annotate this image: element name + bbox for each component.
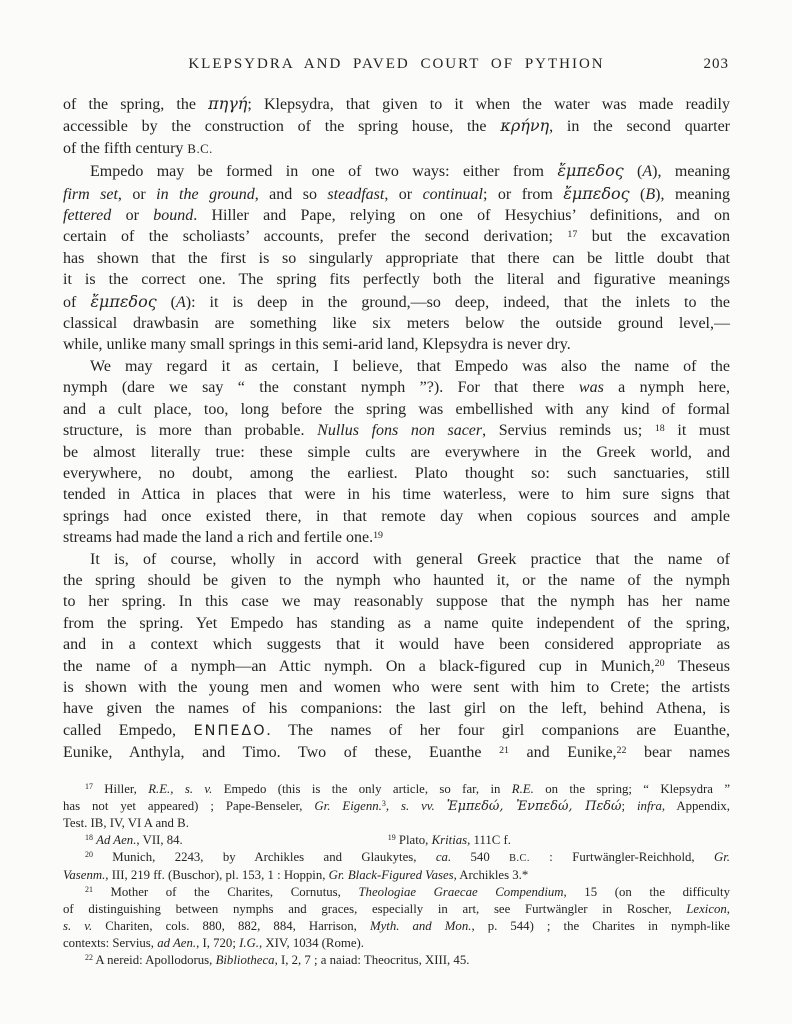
- text-run: ; Klepsydra, that given to it when the water was made readily: [247, 96, 731, 113]
- body-line: [63, 742, 730, 763]
- body-line: [63, 138, 730, 160]
- text-run: , or: [117, 185, 157, 203]
- text-run: springs had once existed there, in that remote day when copious sources and ample: [63, 507, 730, 525]
- text-run: , Archikles 3.*: [453, 867, 529, 882]
- body-line: [63, 115, 730, 137]
- page-header: [63, 56, 730, 76]
- text-run: R.E.: [511, 781, 534, 796]
- text-run: I.G.: [239, 935, 259, 950]
- text-run: the name of a nymph—an Attic nymph. On a black-figured cup in Munich,: [63, 657, 655, 675]
- text-run: infra: [636, 798, 662, 813]
- text-run: Bibliotheca: [215, 952, 275, 967]
- text-run: , 111C f.: [467, 832, 511, 847]
- greek-text: Ἐμπεδώ, Ἐνπεδώ, Πεδώ: [446, 798, 622, 814]
- text-run: everywhere, no doubt, among the earliest. Plato thought so: such sanctuaries, still: [63, 464, 730, 482]
- text-run: ;: [621, 798, 637, 813]
- text-run: of: [63, 293, 91, 311]
- text-run: Eunike, Anthyla, and Timo. Two of these, Euanthe: [63, 744, 500, 762]
- text-run: s. vv.: [400, 798, 435, 813]
- greek-text: ἔμπεδος: [563, 183, 630, 203]
- body-line: [63, 93, 730, 115]
- text-run: , and so: [254, 185, 328, 203]
- text-run: Test. IB, IV, VI A and B.: [63, 815, 189, 830]
- footnote-ref: 19: [373, 529, 383, 541]
- text-run: Vasenm.: [63, 867, 106, 882]
- running-title: KLEPSYDRA AND PAVED COURT OF PYTHION: [188, 56, 605, 72]
- text-run: , p. 544) ; the Charites in nymph-like: [471, 918, 730, 933]
- text-run: , I, 720;: [196, 935, 240, 950]
- footnote-line: [63, 815, 730, 832]
- text-run: , in the second quarter: [549, 118, 730, 136]
- text-run: to her spring. In this case we may reasonably suppose that the nymph has her name: [63, 593, 730, 611]
- footnote-ref: 22: [616, 744, 627, 756]
- text-run: Gr. Eigenn.: [314, 798, 382, 813]
- text-run: of distinguishing between nymphs and graces, especially in art, see Furtwängler in Roscher,: [63, 901, 687, 916]
- text-run: B: [645, 185, 656, 203]
- text-run: Plato,: [395, 832, 432, 847]
- body-line: [63, 377, 730, 398]
- body-line: [63, 356, 730, 377]
- text-run: ca.: [435, 849, 452, 864]
- body-line: [63, 720, 730, 742]
- text-run: steadfast: [327, 185, 385, 203]
- footnote-ref: 21: [499, 744, 509, 756]
- footnote-ref: 17: [567, 228, 578, 240]
- footnote-ref: 3: [381, 799, 386, 809]
- text-run: , VII, 84.: [136, 832, 183, 847]
- body-line: [63, 463, 730, 484]
- text-run: , or: [384, 185, 423, 203]
- body-line: [63, 442, 730, 463]
- body-line: [63, 399, 730, 420]
- text-run: : Furtwängler-Reichhold,: [529, 849, 714, 864]
- body-line: [63, 334, 730, 355]
- text-run: and Eunike,: [508, 744, 617, 762]
- text-run: classical drawbasin are something like six meters below the outside ground level,—: [63, 315, 730, 333]
- text-run: Empedo (this is the only article, so far, in: [212, 781, 512, 796]
- text-run: ,: [170, 781, 185, 796]
- footnote-line: [63, 849, 730, 867]
- body-line: [63, 677, 730, 698]
- text-run: be almost literally true: these simple cults are everywhere in the Greek world, and: [63, 443, 730, 461]
- text-run: , XIV, 1034 (Rome).: [258, 935, 364, 950]
- text-run: Kritias: [431, 832, 468, 847]
- text-run: have given the names of his companions: the last girl on the left, behind Athena, is: [63, 700, 730, 718]
- text-run: ): it is deep in the ground,—so deep, indeed, that the inlets to the: [185, 293, 731, 311]
- text-run: Myth. and Mon.: [369, 918, 472, 933]
- text-run: Hiller,: [92, 781, 149, 796]
- footnote-ref: 20: [654, 658, 665, 670]
- greek-text: κρήνη: [500, 116, 550, 136]
- text-run: ad Aen.: [157, 935, 197, 950]
- footnote-line: [63, 918, 730, 935]
- text-run: certain of the scholiasts’ accounts, prefer the second derivation;: [63, 228, 568, 246]
- footnote-line: [63, 867, 730, 884]
- footnote-line: [63, 901, 730, 918]
- text-run: . The names of her four girl companions are Euanthe,: [266, 721, 731, 739]
- body-line: [63, 484, 730, 505]
- footnotes: [63, 781, 730, 969]
- text-run: Gr.: [713, 849, 730, 864]
- footnote-ref: 20: [85, 850, 93, 860]
- footnote-line: [63, 935, 730, 952]
- text-run: (: [623, 163, 643, 181]
- body-line: [63, 698, 730, 719]
- footnote-ref: 21: [85, 885, 93, 895]
- text-run: while, unlike many small springs in this semi-arid land, Klepsydra is never dry.: [63, 336, 571, 354]
- text-run: of the spring, the: [63, 96, 209, 113]
- footnote-line: [63, 781, 730, 798]
- text-run: is shown with the young men and women who were sent with him to Crete; the artists: [63, 678, 730, 696]
- text-run: bear names: [626, 744, 731, 762]
- text-run: , Servius reminds us;: [482, 422, 655, 440]
- text-run: has not yet appeared) ; Pape-Benseler,: [63, 798, 315, 813]
- body-line: [63, 269, 730, 290]
- text-run: , Appendix,: [661, 798, 731, 813]
- text-run: Lexicon: [686, 901, 727, 916]
- text-run: on the spring; “ Klepsydra ”: [533, 781, 731, 796]
- text-run: , 15 (on the difficulty: [563, 884, 730, 899]
- text-run: streams had made the land a rich and fertile one.: [63, 529, 374, 547]
- text-run: was: [578, 379, 604, 397]
- text-run: ), meaning: [655, 185, 731, 203]
- greek-text: ἔμπεδος: [90, 291, 157, 311]
- body-line: [63, 656, 730, 677]
- text-run: B.C.: [187, 141, 213, 156]
- body-text: [63, 93, 730, 764]
- footnote-line: [63, 832, 730, 849]
- footnote-ref: 19: [387, 833, 396, 843]
- footnote-line: [63, 798, 730, 815]
- text-run: the spring should be given to the nymph who haunted it, or the name of the nymph: [63, 571, 730, 589]
- text-run: (: [156, 293, 176, 311]
- text-run: bound: [153, 207, 194, 225]
- body-line: [63, 634, 730, 655]
- text-run: A nereid: Apollodorus,: [92, 952, 216, 967]
- text-run: It is, of course, wholly in accord with general Greek practice that the name of: [90, 550, 730, 568]
- text-run: of the fifth century: [63, 139, 188, 157]
- body-line: [63, 291, 730, 313]
- footnote-ref: 22: [85, 953, 93, 963]
- text-run: ,: [726, 901, 730, 916]
- text-run: firm set: [63, 185, 118, 203]
- text-run: s. v.: [184, 781, 213, 796]
- text-run: contexts: Servius,: [63, 935, 158, 950]
- inscription-text: ΕΝΠΕΔΟ: [193, 722, 267, 739]
- text-run: tended in Attica in places that were in his time waterless, were to him sure signs that: [63, 486, 730, 504]
- body-line: [63, 613, 730, 634]
- footnote-line: [63, 952, 730, 969]
- text-run: Mother of the Charites, Cornutus,: [92, 884, 359, 899]
- body-line: [63, 160, 730, 182]
- body-line: [63, 420, 730, 441]
- body-line: [63, 591, 730, 612]
- body-line: [63, 527, 730, 548]
- text-run: structure, is more than probable.: [63, 422, 318, 440]
- text-run: fettered: [63, 207, 112, 225]
- page-number: 203: [703, 56, 729, 72]
- text-run: B.C.: [509, 852, 530, 864]
- greek-text: πηγή: [208, 94, 248, 113]
- body-line: [63, 549, 730, 570]
- body-line: [63, 183, 730, 205]
- body-line: [63, 570, 730, 591]
- text-run: ), meaning: [652, 163, 730, 181]
- text-run: Munich, 2243, by Archikles and Glaukytes,: [92, 849, 436, 864]
- text-run: called Empedo,: [63, 721, 194, 739]
- footnote-ref: 18: [85, 833, 93, 843]
- text-run: Empedo may be formed in one of two ways: either from: [90, 163, 558, 181]
- text-run: We may regard it as certain, I believe, that Empedo was also the name of the: [90, 357, 730, 375]
- body-line: [63, 248, 730, 269]
- text-run: it is the correct one. The spring fits perfectly both the literal and figurative meanings: [63, 271, 730, 289]
- text-run: accessible by the construction of the spring house, the: [63, 118, 501, 136]
- text-run: Nullus fons non sacer: [317, 422, 483, 440]
- text-run: ; or from: [483, 185, 564, 203]
- text-run: it must: [664, 422, 730, 440]
- text-run: [435, 799, 447, 813]
- text-run: s. v.: [63, 918, 93, 933]
- text-run: in the ground: [156, 185, 255, 203]
- text-run: a nymph here,: [603, 379, 731, 397]
- text-run: A: [176, 293, 186, 311]
- body-line: [63, 313, 730, 334]
- text-run: from the spring. Yet Empedo has standing as a name quite independent of the spring,: [63, 614, 730, 632]
- footnote-ref: 18: [654, 422, 665, 434]
- greek-text: ἔμπεδος: [557, 161, 624, 181]
- text-run: or: [111, 207, 154, 225]
- text-run: Theseus: [664, 657, 730, 675]
- footnote-ref: 17: [85, 782, 93, 792]
- text-run: . Hiller and Pape, relying on one of Hesychius’ definitions, and on: [193, 207, 731, 225]
- text-run: Theologiae Graecae Compendium: [358, 884, 564, 899]
- text-run: ,: [385, 798, 401, 813]
- text-run: , I, 2, 7 ; a naiad: Theocritus, XIII, 45.: [274, 952, 470, 967]
- text-run: (: [629, 185, 646, 203]
- text-run: , III, 219 ff. (Buschor), pl. 153, 1 : Hoppin,: [105, 867, 329, 882]
- text-run: but the excavation: [577, 228, 730, 246]
- text-run: and a cult place, too, long before the spring was embellished with any kind of formal: [63, 400, 730, 418]
- text-run: Ad Aen.: [96, 832, 137, 847]
- text-run: and in a context which suggests that it would have been considered appropriate as: [63, 636, 730, 654]
- text-run: nymph (dare we say “ the constant nymph ”?). For that there: [63, 379, 579, 397]
- text-run: 540: [451, 849, 510, 864]
- text-run: R.E.: [148, 781, 171, 796]
- text-run: continual: [422, 185, 483, 203]
- body-line: [63, 506, 730, 527]
- body-line: [63, 205, 730, 226]
- text-run: A: [642, 163, 653, 181]
- text-run: has shown that the first is so singularly appropriate that there can be little doubt that: [63, 249, 730, 267]
- footnote-line: [63, 884, 730, 901]
- body-line: [63, 226, 730, 247]
- text-run: Gr. Black-Figured Vases: [328, 867, 454, 882]
- text-run: Chariten, cols. 880, 882, 884, Harrison,: [92, 918, 370, 933]
